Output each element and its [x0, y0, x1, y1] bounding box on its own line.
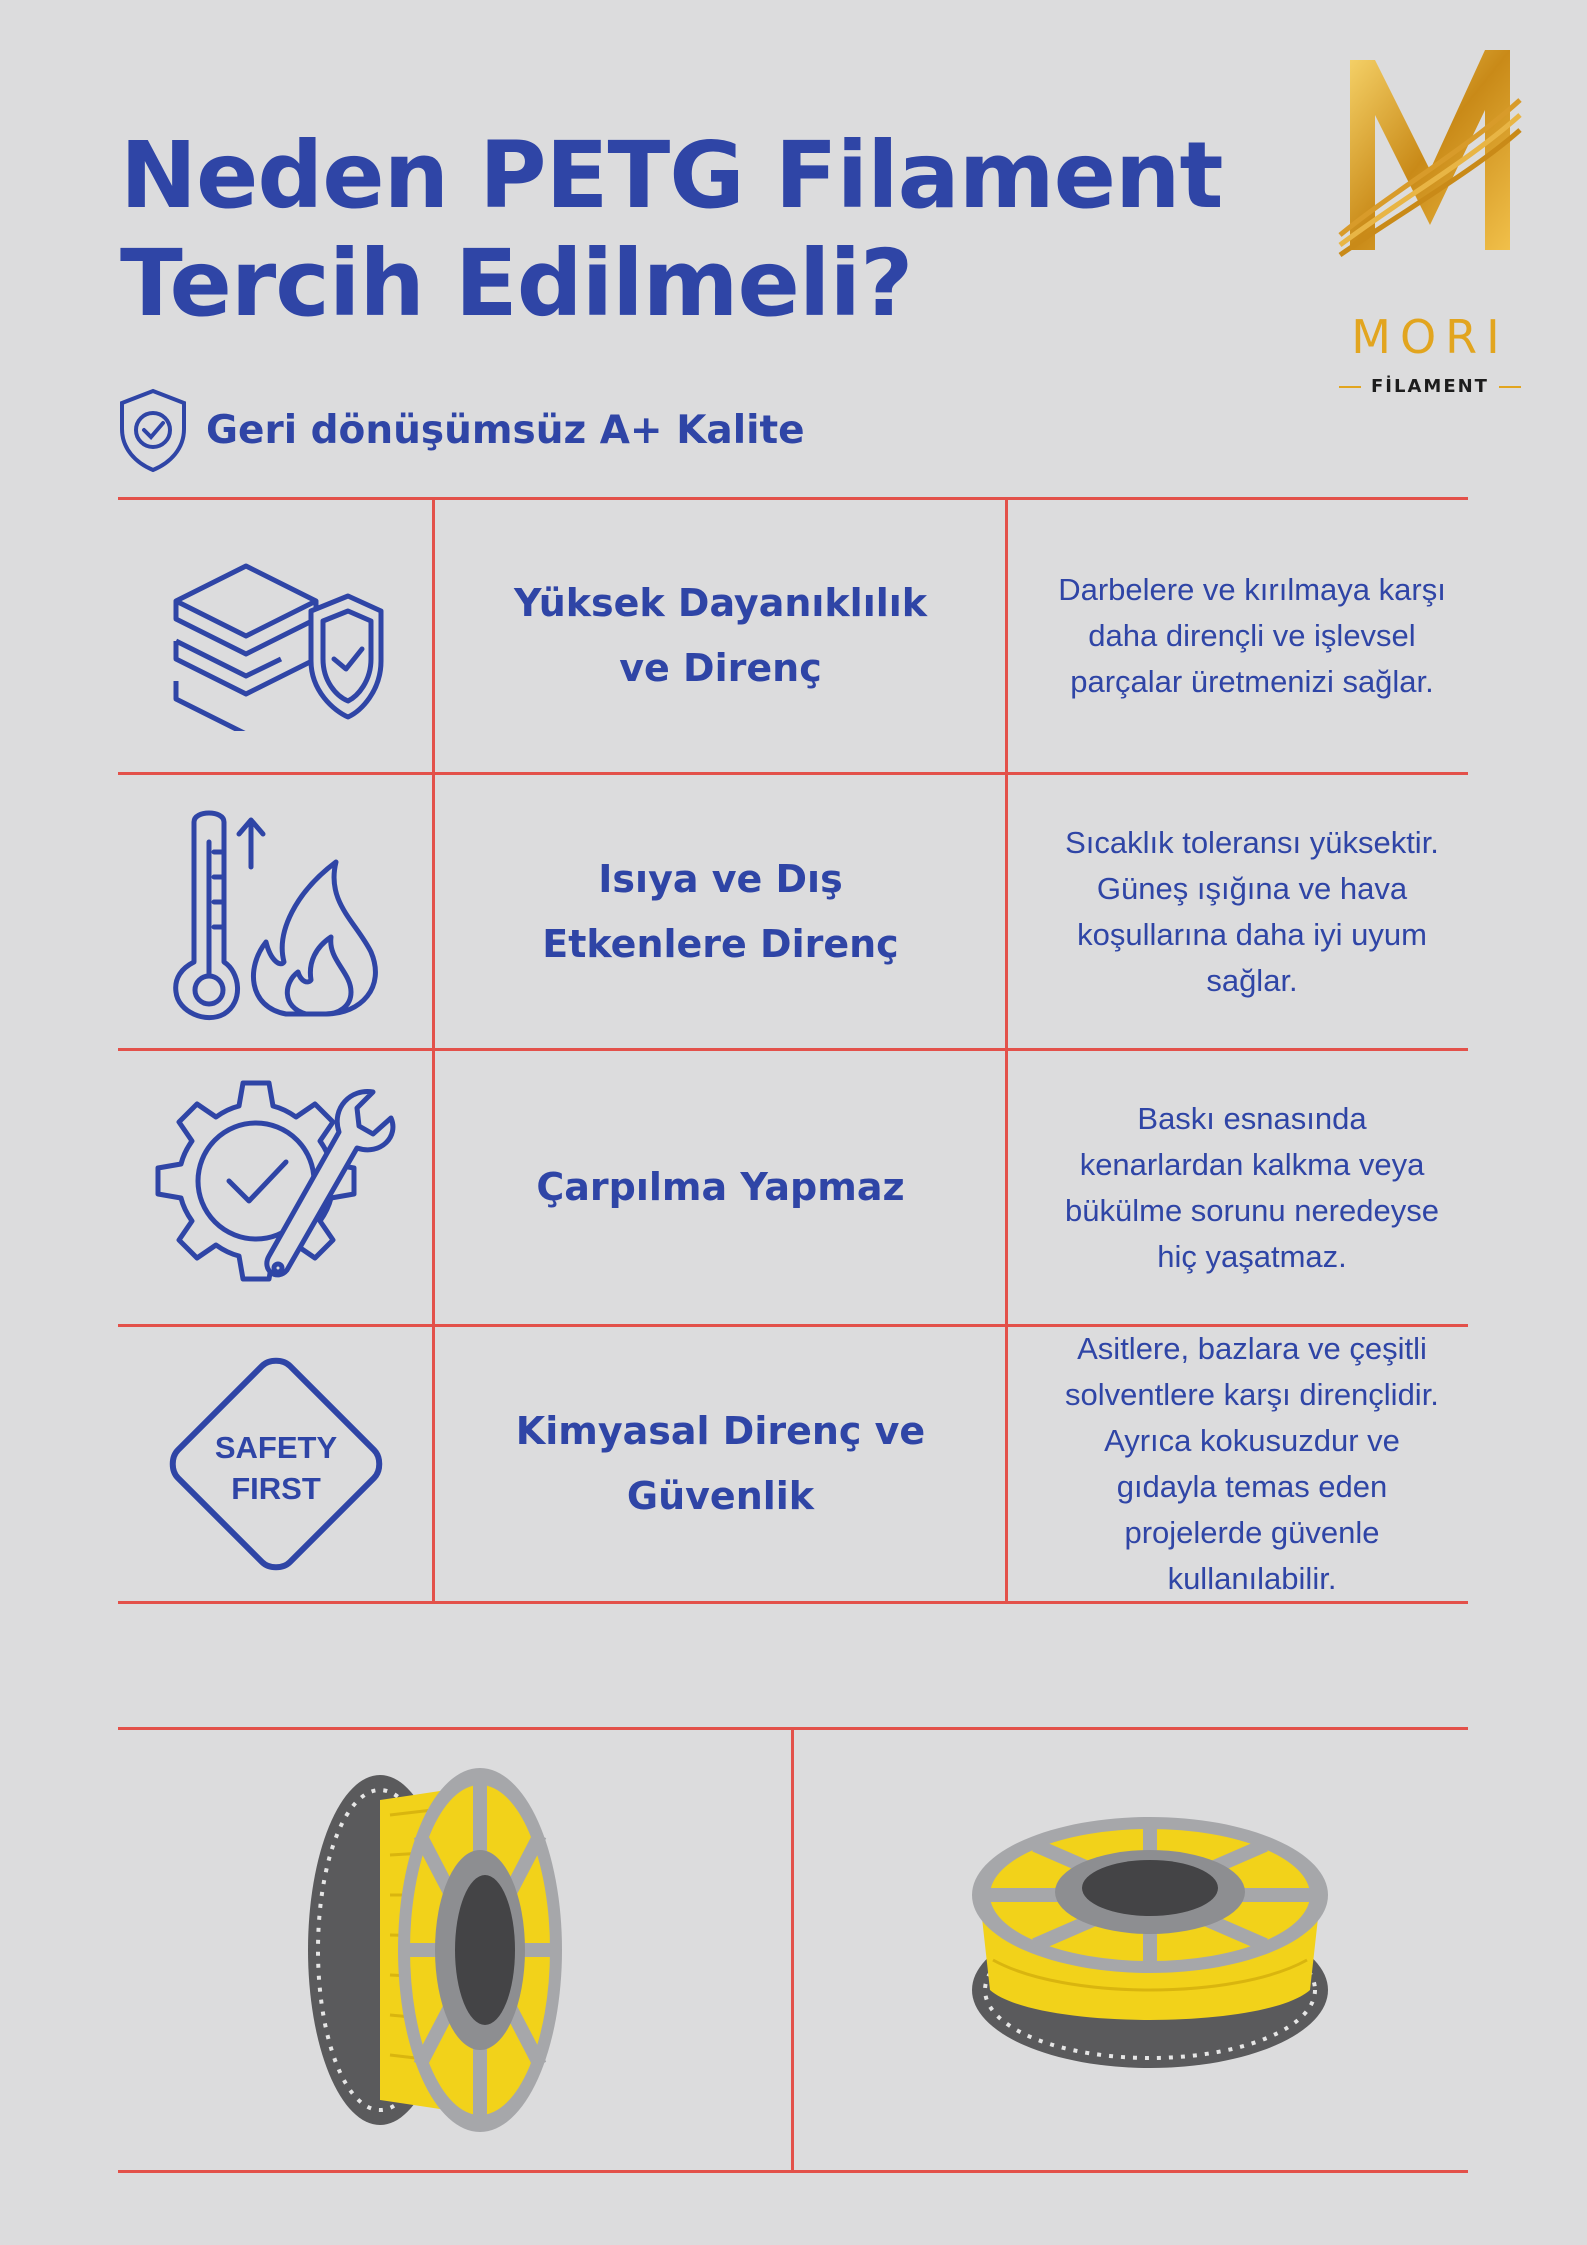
badge-label: Geri dönüşümsüz A+ Kalite [206, 407, 805, 453]
mori-logo-icon [1335, 40, 1525, 300]
feature-description: Darbelere ve kırılmaya karşı daha dirençli ve işlevsel parçalar üretmenizi sağlar. [1058, 572, 1446, 699]
feature-title: Yüksek Dayanıklılık ve Direnç [513, 581, 928, 690]
brand-logo [1325, 40, 1535, 397]
brand-name: MORI [1351, 310, 1509, 364]
gear-wrench-icon [151, 1078, 401, 1298]
brand-subtitle: FİLAMENT [1325, 376, 1535, 397]
feature-icon-cell [118, 1051, 434, 1324]
safety-first-sign-icon [166, 1354, 386, 1574]
feature-description: Sıcaklık toleransı yüksektir. Güneş ışığına ve hava koşullarına daha iyi uyum sağlar. [1065, 824, 1439, 998]
thermometer-flame-icon [166, 802, 386, 1022]
filament-spool-side-image [290, 1765, 570, 2135]
product-column-divider [791, 1727, 794, 2173]
feature-title: Çarpılma Yapmaz [536, 1165, 905, 1209]
feature-icon-cell [118, 500, 434, 772]
safety-sign-line2: FIRST [231, 1471, 321, 1506]
feature-description: Asitlere, bazlara ve çeşitli solventlere karşı dirençlidir. Ayrıca kokusuzdur ve gıdayla temas eden projelerde güvenle kullanılabilir. [1065, 1331, 1439, 1596]
layers-shield-icon [166, 541, 386, 731]
quality-badge [118, 385, 805, 475]
filament-spool-flat-image [965, 1800, 1335, 2080]
feature-title: Isıya ve Dış Etkenlere Direnç [542, 856, 899, 966]
feature-icon-cell [118, 775, 434, 1048]
shield-check-icon [118, 387, 188, 473]
feature-title: Kimyasal Direnç ve Güvenlik [515, 1409, 926, 1518]
safety-sign-line1: SAFETY [214, 1430, 338, 1465]
feature-description: Baskı esnasında kenarlardan kalkma veya bükülme sorunu neredeyse hiç yaşatmaz. [1065, 1100, 1439, 1274]
page-title: Neden PETG Filament Tercih Edilmeli? [120, 122, 1223, 337]
feature-icon-cell [118, 1327, 434, 1601]
